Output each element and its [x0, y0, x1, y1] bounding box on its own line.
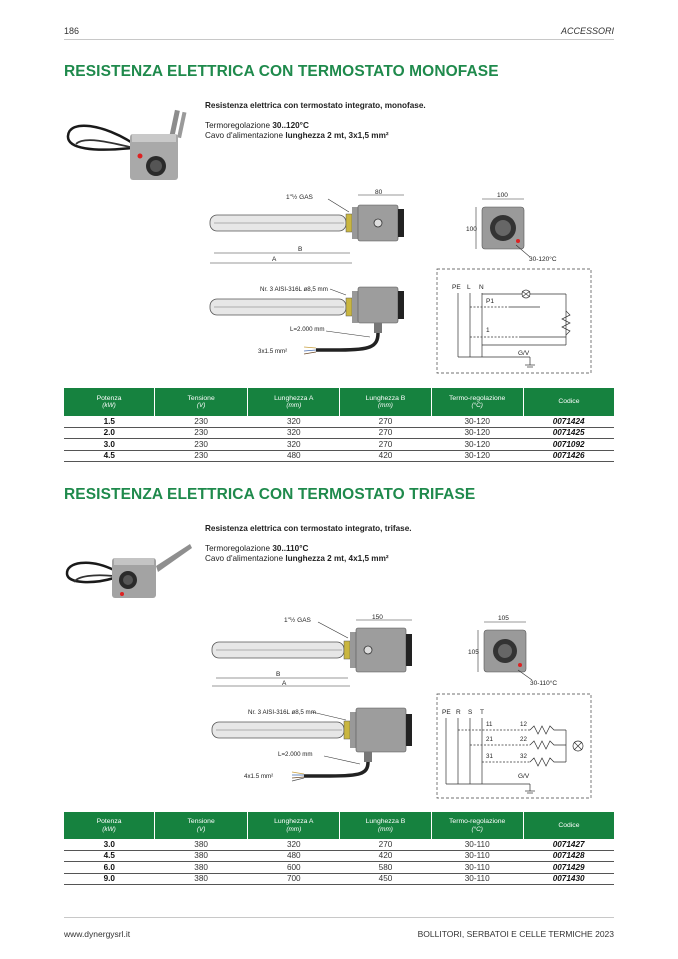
section-title-monofase: RESISTENZA ELETTRICA CON TERMOSTATO MONOFASE [64, 63, 499, 80]
svg-text:PE: PE [452, 284, 461, 291]
svg-text:32: 32 [520, 753, 527, 760]
technical-drawing-trifase [200, 608, 620, 803]
svg-text:S: S [468, 709, 473, 716]
spec-table-monofase [64, 388, 614, 462]
svg-text:1"½ GAS: 1"½ GAS [286, 194, 313, 201]
table-row: 1.5 230 320 270 30-120 0071424 [64, 416, 614, 427]
svg-text:L=2.000 mm: L=2.000 mm [290, 326, 325, 333]
desc-cable: Cavo d'alimentazione lunghezza 2 mt, 4x1,5 mm² [205, 554, 389, 563]
svg-text:11: 11 [486, 721, 493, 728]
desc-line1: Resistenza elettrica con termostato integrato, trifase. [205, 524, 412, 533]
desc-line1: Resistenza elettrica con termostato integrato, monofase. [205, 101, 426, 110]
svg-text:150: 150 [372, 614, 383, 621]
footer-website[interactable]: www.dynergysrl.it [64, 929, 131, 939]
col-termoregolazione: Termo-regolazione (°C) [431, 388, 523, 416]
technical-drawing-monofase [200, 185, 620, 380]
col-potenza: Potenza (kW) [64, 812, 155, 839]
svg-text:P1: P1 [486, 298, 494, 305]
col-lunghezza-b: Lunghezza B (mm) [340, 812, 431, 839]
col-lunghezza-a: Lunghezza A (mm) [248, 812, 340, 839]
col-codice: Codice [523, 388, 614, 416]
svg-text:30-120°C: 30-120°C [529, 256, 557, 263]
col-tensione: Tensione (V) [155, 388, 248, 416]
description-monofase [205, 101, 426, 142]
svg-text:22: 22 [520, 736, 527, 743]
header-divider [64, 39, 614, 40]
table-row: 3.0 230 320 270 30-120 0071092 [64, 439, 614, 451]
col-termoregolazione: Termo-regolazione (°C) [431, 812, 523, 839]
table-row: 6.0 380 600 580 30-110 0071429 [64, 862, 614, 874]
svg-text:12: 12 [520, 721, 527, 728]
table-row: 3.0 380 320 270 30-110 0071427 [64, 839, 614, 850]
spec-table-trifase [64, 812, 614, 885]
desc-range: Termoregolazione 30..120°C [205, 120, 309, 130]
table-row: 4.5 380 480 420 30-110 0071428 [64, 850, 614, 862]
table-row: 9.0 380 700 450 30-110 0071430 [64, 873, 614, 885]
product-photo-trifase [64, 540, 194, 604]
svg-text:R: R [456, 709, 461, 716]
section-title-trifase: RESISTENZA ELETTRICA CON TERMOSTATO TRIFASE [64, 486, 476, 503]
svg-text:Nr. 3 AISI-316L ø8,5 mm: Nr. 3 AISI-316L ø8,5 mm [260, 286, 328, 293]
svg-text:L=2.000 mm: L=2.000 mm [278, 751, 313, 758]
col-tensione: Tensione (V) [155, 812, 248, 839]
svg-text:N: N [479, 284, 484, 291]
col-lunghezza-b: Lunghezza B (mm) [340, 388, 431, 416]
svg-text:31: 31 [486, 753, 493, 760]
svg-text:105: 105 [498, 615, 509, 622]
svg-text:1: 1 [486, 327, 490, 334]
col-codice: Codice [523, 812, 614, 839]
svg-text:4x1.5 mm²: 4x1.5 mm² [244, 773, 274, 780]
footer-catalog: BOLLITORI, SERBATOI E CELLE TERMICHE 2023 [417, 929, 614, 939]
description-trifase [205, 524, 412, 565]
table-row: 2.0 230 320 270 30-120 0071425 [64, 427, 614, 439]
svg-text:PE: PE [442, 709, 451, 716]
svg-text:100: 100 [466, 226, 477, 233]
col-potenza: Potenza (kW) [64, 388, 155, 416]
svg-text:B: B [276, 671, 281, 678]
svg-text:G/V: G/V [518, 773, 530, 780]
svg-text:T: T [480, 709, 484, 716]
desc-cable: Cavo d'alimentazione lunghezza 2 mt, 3x1,5 mm² [205, 131, 389, 140]
col-lunghezza-a: Lunghezza A (mm) [248, 388, 340, 416]
footer-divider [64, 917, 614, 918]
svg-text:L: L [467, 284, 471, 291]
svg-text:G/V: G/V [518, 350, 530, 357]
svg-text:3x1.5 mm²: 3x1.5 mm² [258, 348, 288, 355]
page-number: 186 [64, 26, 80, 36]
section-label: ACCESSORI [560, 26, 614, 36]
svg-text:B: B [298, 246, 303, 253]
svg-text:A: A [272, 256, 277, 263]
desc-range: Termoregolazione 30..110°C [205, 543, 309, 553]
svg-text:Nr. 3 AISI-316L ø8,5 mm: Nr. 3 AISI-316L ø8,5 mm [248, 709, 316, 716]
svg-text:A: A [282, 680, 287, 687]
svg-text:30-110°C: 30-110°C [530, 680, 558, 687]
svg-text:100: 100 [497, 192, 508, 199]
svg-text:80: 80 [375, 189, 383, 196]
svg-text:105: 105 [468, 649, 479, 656]
product-photo-monofase [64, 104, 196, 190]
table-row: 4.5 230 480 420 30-120 0071426 [64, 450, 614, 462]
svg-text:21: 21 [486, 736, 493, 743]
svg-text:1"½ GAS: 1"½ GAS [284, 617, 311, 624]
